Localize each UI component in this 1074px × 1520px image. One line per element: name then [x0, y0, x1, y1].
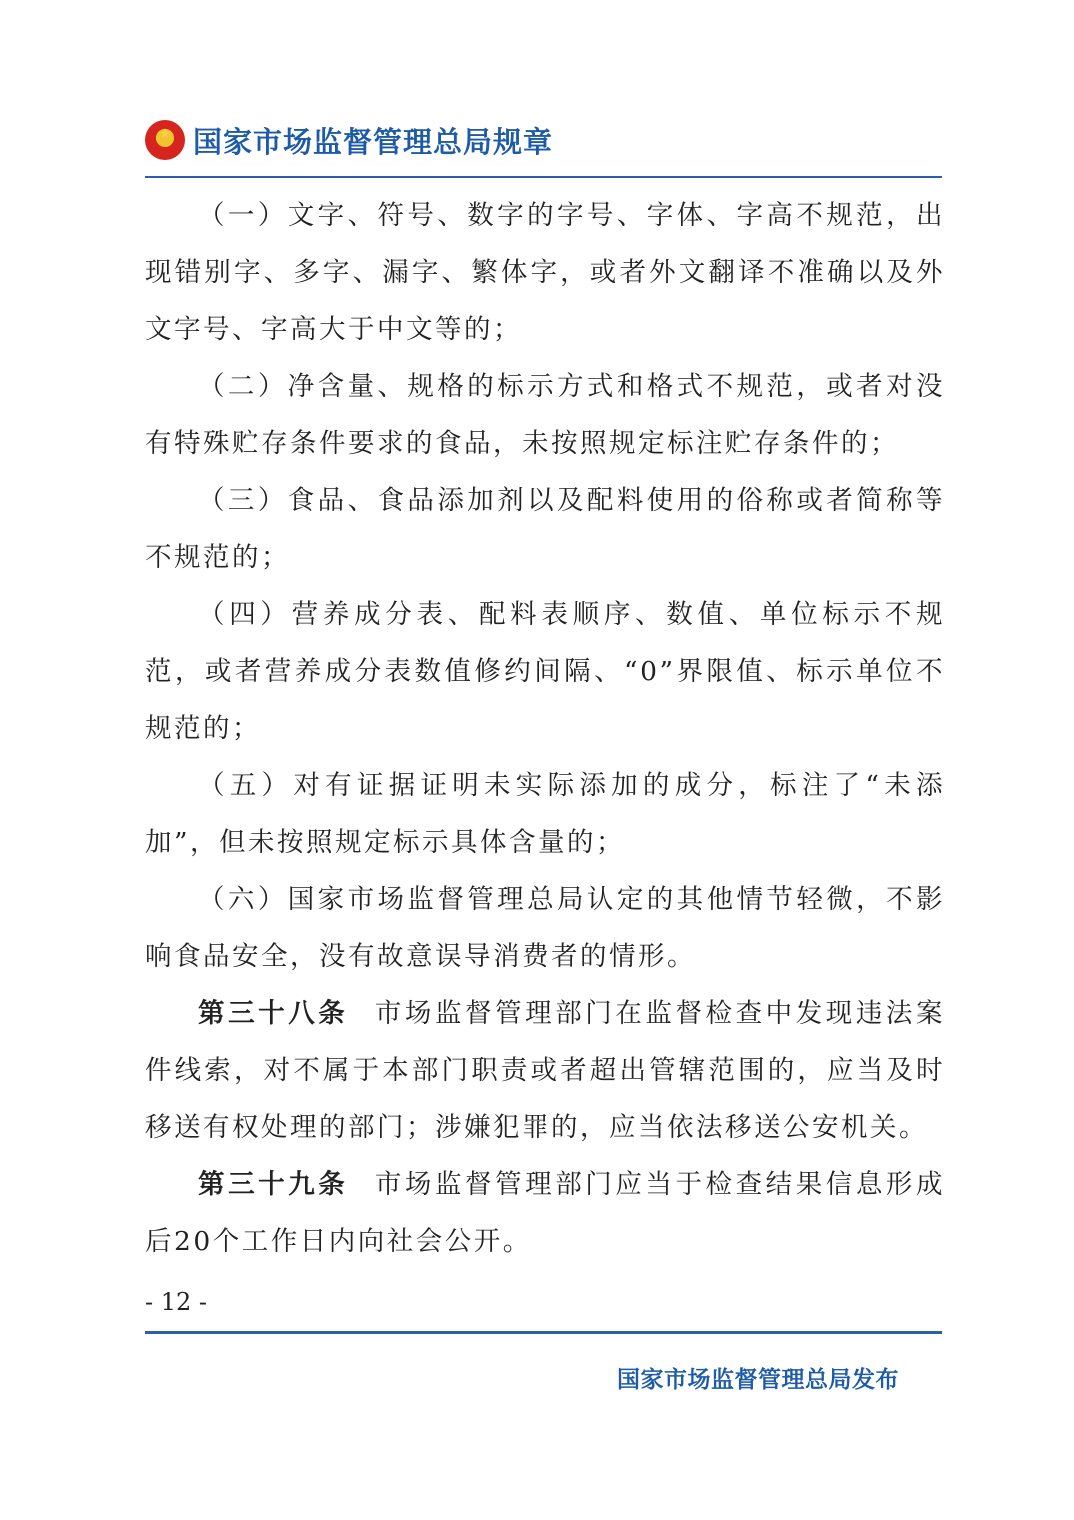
list-item: （五）对有证据证明未实际添加的成分，标注了“未添加”，但未按照规定标示具体含量的； [145, 770, 945, 858]
article-text: 市场监督管理部门应当于检查结果信息形成后20个工作日内向社会公开。 [145, 1169, 946, 1257]
list-item: （四）营养成分表、配料表顺序、数值、单位标示不规范，或者营养成分表数值修约间隔、“0”界限值、标示单位不规范的； [145, 599, 945, 744]
article-38 [145, 985, 945, 1156]
article-label: 第三十九条 [198, 1169, 349, 1200]
page-header [145, 112, 945, 168]
header-title: 国家市场监督管理总局规章 [193, 124, 554, 159]
page-number: - 12 - [145, 1288, 208, 1316]
footer-divider [145, 1331, 942, 1334]
article-label: 第三十八条 [198, 998, 349, 1029]
list-item: （二）净含量、规格的标示方式和格式不规范，或者对没有特殊贮存条件要求的食品，未按照规定标注贮存条件的； [145, 371, 945, 459]
footer-publisher: 国家市场监督管理总局发布 [617, 1367, 899, 1393]
article-39 [145, 1156, 945, 1270]
national-emblem-icon [145, 120, 185, 160]
header-divider [145, 176, 942, 178]
document-body [145, 187, 945, 1270]
list-item: （六）国家市场监督管理总局认定的其他情节轻微，不影响食品安全，没有故意误导消费者的情形。 [145, 884, 945, 972]
list-item: （三）食品、食品添加剂以及配料使用的俗称或者简称等不规范的； [145, 485, 945, 573]
list-item: （一）文字、符号、数字的字号、字体、字高不规范，出现错别字、多字、漏字、繁体字，或者外文翻译不准确以及外文字号、字高大于中文等的； [145, 200, 945, 345]
article-text: 市场监督管理部门在监督检查中发现违法案件线索，对不属于本部门职责或者超出管辖范围的，应当及时移送有权处理的部门；涉嫌犯罪的，应当依法移送公安机关。 [145, 998, 946, 1143]
